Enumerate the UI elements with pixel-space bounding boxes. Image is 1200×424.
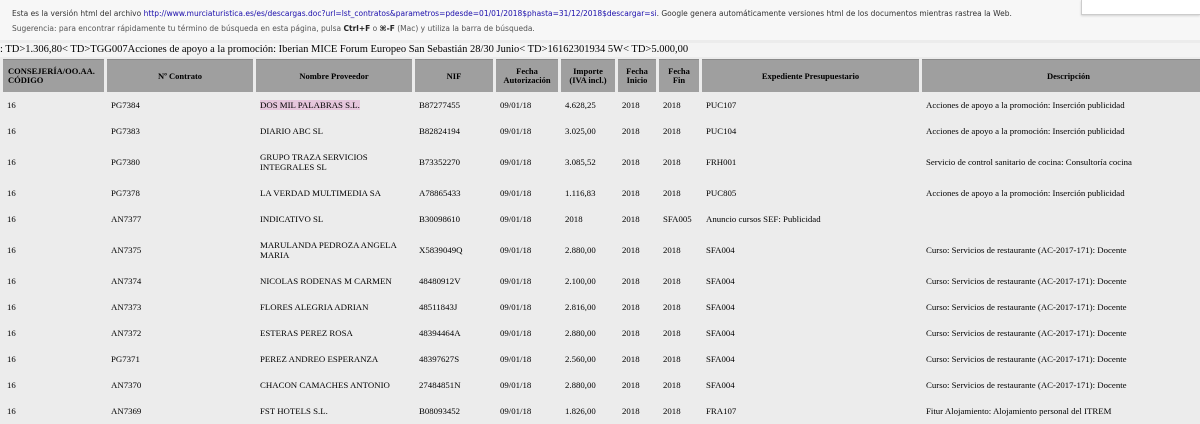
cell-fecha-aut: 09/01/18 (500, 245, 532, 255)
cell-nif: 27484851N (419, 380, 461, 390)
cell-proveedor: FST HOTELS S.L. (260, 406, 328, 416)
cell-inicio: 2018 (622, 406, 640, 416)
cell-nif: B87277455 (419, 100, 461, 110)
cell-expediente: SFA004 (706, 380, 735, 390)
cell-proveedor: CHACON CAMACHES ANTONIO (260, 380, 390, 390)
cell-inicio: 2018 (622, 214, 640, 224)
cell-importe: 2.880,00 (565, 380, 596, 390)
cell-codigo: 16 (7, 188, 16, 198)
cell-importe: 4.628,25 (565, 100, 596, 110)
cell-expediente: Anuncio cursos SEF: Publicidad (706, 214, 821, 224)
cell-inicio: 2018 (622, 354, 640, 364)
cell-expediente: SFA004 (706, 354, 735, 364)
cell-expediente: SFA004 (706, 302, 735, 312)
cell-contrato: AN7373 (111, 302, 142, 312)
cell-codigo: 16 (7, 276, 16, 286)
cell-codigo: 16 (7, 354, 16, 364)
cell-nif: A78865433 (419, 188, 461, 198)
col-fecha-autorizacion[interactable]: Fecha Autorización (496, 59, 558, 92)
cell-proveedor: NICOLAS RODENAS M CARMEN (260, 276, 392, 286)
table-row (3, 346, 1200, 372)
cell-proveedor: MARULANDA PEDROZA ANGELA MARIA (260, 240, 397, 260)
table-row (3, 144, 1200, 180)
cell-nif: 48511843J (419, 302, 458, 312)
cell-fecha-aut: 09/01/18 (500, 302, 532, 312)
cell-contrato: AN7370 (111, 380, 142, 390)
cell-proveedor: PEREZ ANDREO ESPERANZA (260, 354, 379, 364)
cell-expediente: PUC805 (706, 188, 737, 198)
cell-importe: 3.085,52 (565, 157, 596, 167)
cell-inicio: 2018 (622, 328, 640, 338)
cell-descripcion: Curso: Servicios de restaurante (AC-2017-171): Docente (926, 380, 1127, 390)
highlighted-text: DOS MIL PALABRAS S.L. (260, 100, 360, 110)
cell-expediente: SFA004 (706, 276, 735, 286)
col-contrato[interactable]: Nº Contrato (107, 59, 253, 92)
cell-importe: 2.880,00 (565, 328, 596, 338)
cell-fecha-aut: 09/01/18 (500, 188, 532, 198)
cell-contrato: AN7369 (111, 406, 142, 416)
cell-fin: 2018 (663, 100, 681, 110)
cell-fin: 2018 (663, 302, 681, 312)
cell-fecha-aut: 09/01/18 (500, 276, 532, 286)
cell-fin: 2018 (663, 406, 681, 416)
cell-nif: B30098610 (419, 214, 461, 224)
cell-contrato: PG7384 (111, 100, 140, 110)
col-descripcion[interactable]: Descripción (922, 59, 1200, 92)
cell-fin: 2018 (663, 354, 681, 364)
cell-descripcion: Curso: Servicios de restaurante (AC-2017-171): Docente (926, 302, 1127, 312)
cell-fecha-aut: 09/01/18 (500, 406, 532, 416)
cell-inicio: 2018 (622, 276, 640, 286)
table-row (3, 268, 1200, 294)
cell-descripcion: Acciones de apoyo a la promoción: Inserción publicidad (926, 100, 1125, 110)
cell-expediente: PUC104 (706, 126, 737, 136)
cell-fin: SFA005 (663, 214, 692, 224)
cell-contrato: AN7375 (111, 245, 142, 255)
cell-descripcion: Curso: Servicios de restaurante (AC-2017-171): Docente (926, 354, 1127, 364)
cell-codigo: 16 (7, 328, 16, 338)
cell-nif: 48397627S (419, 354, 460, 364)
table-row (3, 232, 1200, 268)
cell-codigo: 16 (7, 245, 16, 255)
cell-inicio: 2018 (622, 302, 640, 312)
google-cache-banner (0, 0, 1200, 40)
col-proveedor[interactable]: Nombre Proveedor (256, 59, 412, 92)
col-importe[interactable]: Importe (IVA incl.) (561, 59, 615, 92)
cell-contrato: AN7377 (111, 214, 142, 224)
cell-codigo: 16 (7, 126, 16, 136)
cell-inicio: 2018 (622, 188, 640, 198)
cell-importe: 1.826,00 (565, 406, 596, 416)
cell-codigo: 16 (7, 380, 16, 390)
cell-expediente: SFA004 (706, 245, 735, 255)
table-row (3, 206, 1200, 232)
cell-fin: 2018 (663, 245, 681, 255)
table-row (3, 118, 1200, 144)
cell-contrato: AN7372 (111, 328, 142, 338)
cell-codigo: 16 (7, 100, 16, 110)
cell-expediente: SFA004 (706, 328, 735, 338)
cell-proveedor: GRUPO TRAZA SERVICIOS INTEGRALES SL (260, 152, 368, 172)
cell-nif: B08093452 (419, 406, 461, 416)
cell-nif: 48394464A (419, 328, 461, 338)
cell-descripcion: Acciones de apoyo a la promoción: Inserción publicidad (926, 126, 1125, 136)
table-row (3, 320, 1200, 346)
cell-inicio: 2018 (622, 245, 640, 255)
cell-descripcion: Acciones de apoyo a la promoción: Inserción publicidad (926, 188, 1125, 198)
cell-contrato: PG7371 (111, 354, 140, 364)
cell-descripcion: Servicio de control sanitario de cocina: Consultoría cocina (926, 157, 1132, 167)
cell-expediente: FRH001 (706, 157, 737, 167)
cell-importe: 2.100,00 (565, 276, 596, 286)
cell-proveedor (256, 92, 412, 118)
cell-proveedor: DIARIO ABC SL (260, 126, 324, 136)
cell-contrato: PG7378 (111, 188, 140, 198)
table-header-row (3, 59, 1200, 92)
table-row (3, 92, 1200, 118)
cache-info-line: Esta es la versión html del archivo http://www.murciaturistica.es/es/descargas.doc?url=lst_contratos&parametros=pdesde=01/01/2018$phasta=31/12/2018$descargar=si. Google genera automáticamente versiones html de los documentos mientras rastrea la Web. (12, 9, 1012, 18)
cell-fecha-aut: 09/01/18 (500, 214, 532, 224)
cell-fecha-aut: 09/01/18 (500, 380, 532, 390)
cell-descripcion: Curso: Servicios de restaurante (AC-2017-171): Docente (926, 328, 1127, 338)
cell-fin: 2018 (663, 157, 681, 167)
cell-contrato: PG7380 (111, 157, 140, 167)
col-nif[interactable]: NIF (415, 59, 493, 92)
cell-importe: 2.880,00 (565, 245, 596, 255)
cell-expediente: PUC107 (706, 100, 737, 110)
corner-panel (1081, 0, 1200, 15)
table-row (3, 398, 1200, 424)
cell-fecha-aut: 09/01/18 (500, 157, 532, 167)
cell-fin: 2018 (663, 126, 681, 136)
cell-codigo: 16 (7, 406, 16, 416)
cell-fecha-aut: 09/01/18 (500, 100, 532, 110)
cell-nif: B82824194 (419, 126, 461, 136)
cell-fecha-aut: 09/01/18 (500, 328, 532, 338)
cell-proveedor: LA VERDAD MULTIMEDIA SA (260, 188, 381, 198)
cell-inicio: 2018 (622, 380, 640, 390)
cache-source-link[interactable]: http://www.murciaturistica.es/es/descargas.doc?url=lst_contratos&parametros=pdesde=01/01/2018$phasta=31/12/2018$descargar=si (143, 9, 657, 18)
cell-nif: 48480912V (419, 276, 461, 286)
col-fecha-fin[interactable]: Fecha Fin (659, 59, 699, 92)
cell-importe: 2018 (565, 214, 583, 224)
cell-fin: 2018 (663, 276, 681, 286)
cell-fin: 2018 (663, 328, 681, 338)
cell-descripcion: Curso: Servicios de restaurante (AC-2017-171): Docente (926, 245, 1127, 255)
cell-nif: B73352270 (419, 157, 461, 167)
cell-fin: 2018 (663, 380, 681, 390)
cell-descripcion (922, 206, 1200, 232)
cell-codigo: 16 (7, 214, 16, 224)
cell-proveedor: ESTERAS PEREZ ROSA (260, 328, 353, 338)
cell-inicio: 2018 (622, 157, 640, 167)
table-row (3, 180, 1200, 206)
cell-nif: X5839049Q (419, 245, 463, 255)
cell-contrato: AN7374 (111, 276, 142, 286)
col-consejeria[interactable]: CONSEJERÍA/OO.AA. CÓDIGO (3, 59, 104, 92)
cell-inicio: 2018 (622, 100, 640, 110)
table-row (3, 372, 1200, 398)
cell-expediente: FRA107 (706, 406, 737, 416)
contracts-table (0, 59, 1200, 424)
cell-contrato: PG7383 (111, 126, 140, 136)
col-expediente[interactable]: Expediente Presupuestario (702, 59, 919, 92)
cell-importe: 3.025,00 (565, 126, 596, 136)
cell-fin: 2018 (663, 188, 681, 198)
cell-proveedor: FLORES ALEGRIA ADRIAN (260, 302, 369, 312)
cell-importe: 1.116,83 (565, 188, 596, 198)
cell-fecha-aut: 09/01/18 (500, 126, 532, 136)
cell-importe: 2.816,00 (565, 302, 596, 312)
table-row (3, 294, 1200, 320)
cell-fecha-aut: 09/01/18 (500, 354, 532, 364)
cell-codigo: 16 (7, 302, 16, 312)
cell-codigo: 16 (7, 157, 16, 167)
cell-inicio: 2018 (622, 126, 640, 136)
col-fecha-inicio[interactable]: Fecha Inicio (618, 59, 656, 92)
cell-descripcion: Fitur Alojamiento: Alojamiento personal del ITREM (926, 406, 1112, 416)
cache-tip-line: Sugerencia: para encontrar rápidamente tu término de búsqueda en esta página, pulsa Ctrl+F o ⌘-F (Mac) y utiliza la barra de búsqueda. (12, 24, 535, 33)
raw-html-line: : TD>1.306,80< TD>TGG007Acciones de apoyo a la promoción: Iberian MICE Forum Europeo San Sebastián 28/30 Junio< TD>16162301934 5W< TD>5.000,00 (0, 43, 1200, 57)
cell-importe: 2.560,00 (565, 354, 596, 364)
cell-proveedor: INDICATIVO SL (260, 214, 324, 224)
cell-descripcion: Curso: Servicios de restaurante (AC-2017-171): Docente (926, 276, 1127, 286)
